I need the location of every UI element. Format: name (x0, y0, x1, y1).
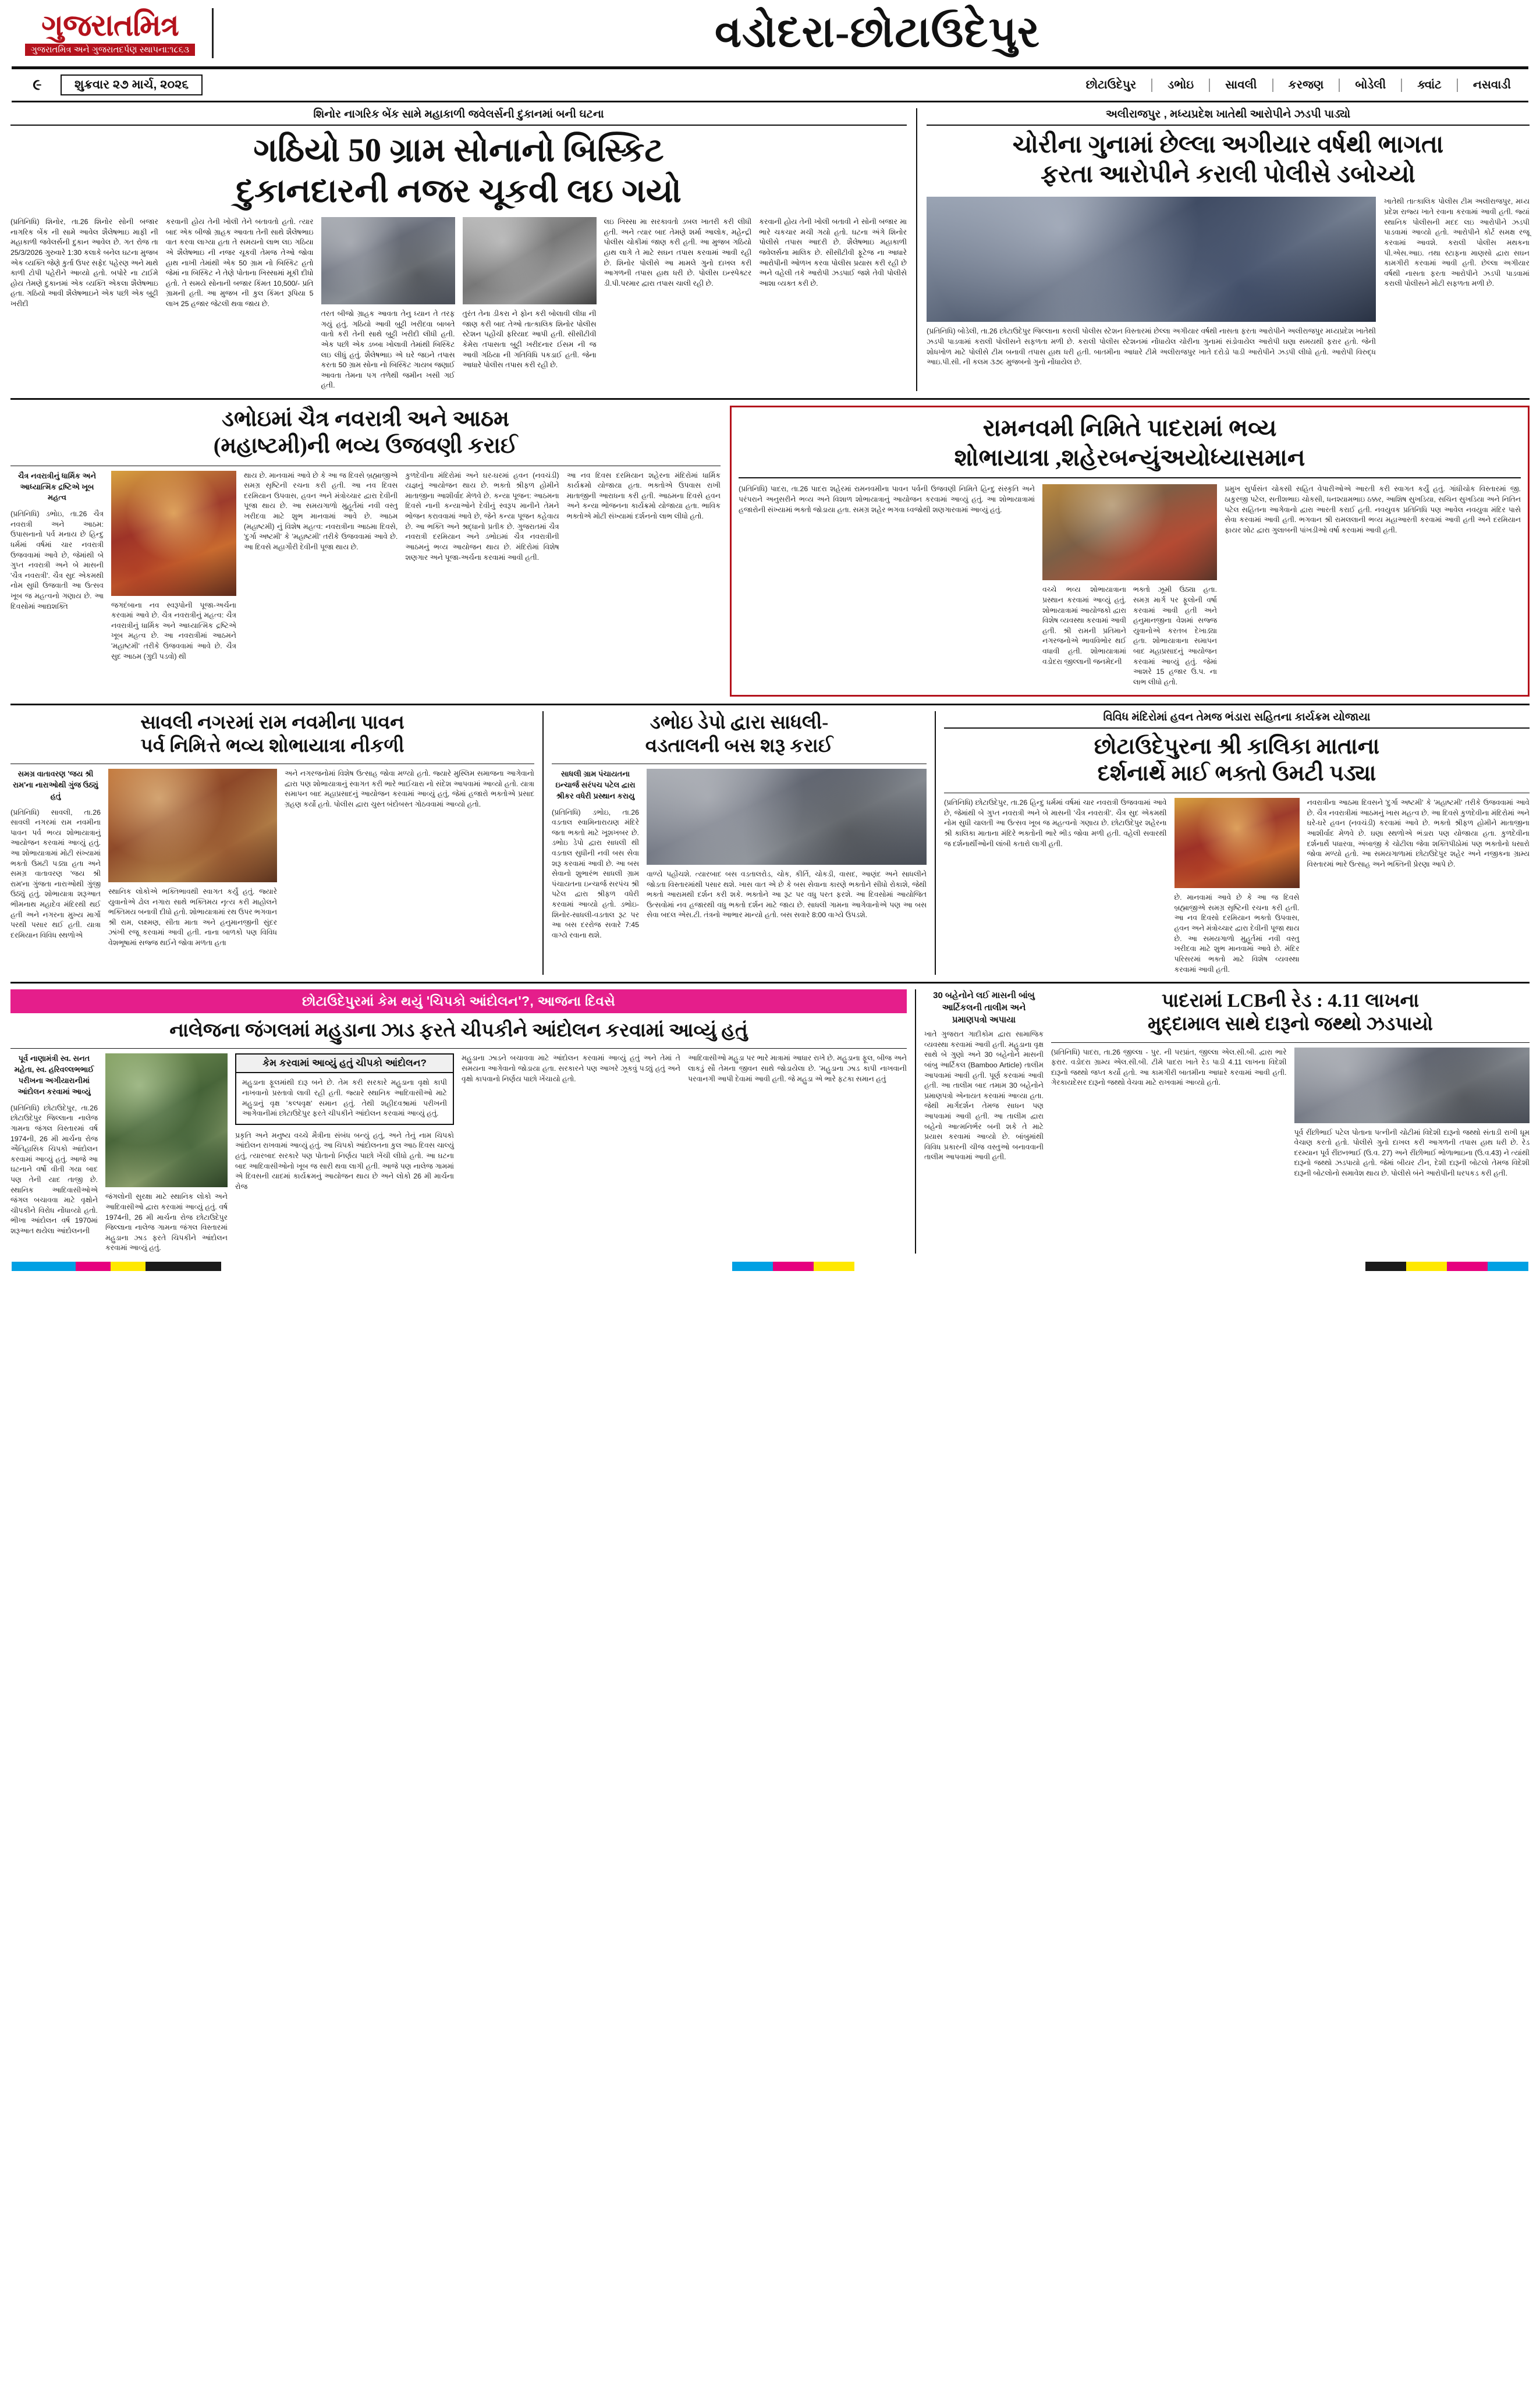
chipko-col-3: મહુડાના ફૂલમાંથી દારૂ બને છે. તેમ કરી સરકારે મહુડાના વૃક્ષો કાપી નાખવાનો પ્રસ્તાવો લાવી રહી હતી. જ્યારે સ્થાનિક આદિવાસીઓ માટે મહુડાનું વૃક્ષ 'કલ્પવૃક્ષ' સમાન હતું. તેથી શહીદવશ્રામાં પરીખની આગેવાનીમાં છોટાઉદેપુર ફરતે ચીપકીને આંદોલન કરવામાં આવ્યું હતું. (242, 1078, 447, 1118)
publication-date: શુક્રવાર ૨૭ માર્ચ, ૨૦૨૬ (61, 74, 203, 95)
town-item[interactable]: છોટાઉદેપુર (1085, 78, 1137, 91)
dabhoi-col-5: આ નવ દિવસ દરમિયાન શહેરના મંદિરોમાં ધાર્મિક કાર્યક્રમો યોજાયા હતા. ભક્તોએ ઉપવાસ રાખી માતાજીની આરાધના કરી હતી. આઠમના દિવસે હવન અને કન્યા ભોજનના કાર્યક્રમો યોજાયા હતા. ભાવિક ભક્તોએ મોટી સંખ્યામાં દર્શનનો લાભ લીધો હતો. (566, 471, 721, 521)
lcb-col-1: (પ્રતિનિધિ) પાદરા, તા.26 જીલ્લા - પુર. ની પરપ્રાંત, જીલ્લા એલ.સી.બી. દ્વારા ભારે ફરાર. વડોદરા ગ્રામ્ય એલ.સી.બી. ટીમે પાદરા ખાતે રેડ પાડી 4.11 લાખના વિદેશી દારૂનો જથ્થો જપ્ત કર્યો હતો. આ કામગીરી બાતમીના આધારે કરવામાં આવી હતી. ગેરકાયદેસર દારૂનો જથ્થો વેચવા માટે રાખવામાં આવ્યો હતો. (1051, 1048, 1287, 1087)
lcb-col-2: પૂર્વ રીંછીભાઈ પટેલ પોતાના પત્નીની ચોટીમાં વિદેશી દારૂનો જથ્થો સંતાડી રાખી ધૂમ વેચાણ કરતો હતો. પોલીસે ગુનો દાખલ કરી આગળની તપાસ હાથ ધરી છે. રેડ દરમ્યાન પૂર્વ રીંછનભાઈ (ઉ.વ. 27) અને રીંછીભાઈ ભોળાભાઇના (ઉ.વ.43) ને ત્યાંથી દારૂનો જથ્થો ઝડપાયો હતો. જેમાં બીયર ટીન, દેશી દારૂની બોટલો તેમજ વિદેશી દારૂની બોટલોનો સમાવેશ થાય છે. પોલીસે બંને આરોપીની ધરપકડ કરી હતી. (1294, 1128, 1530, 1178)
colorbar-yellow (111, 1262, 146, 1271)
dabhoi-col-1: (પ્રતિનિધિ) ડભોઇ, તા.26 ચૈત્ર નવરાત્રી અને આઠમ: ઉપાસનાનો પર્વ મનાય છે હિન્દુ ધર્મમાં વર્ષમાં ચાર નવરાત્રી ઉજવવામાં આવે છે, જેમાંથી બે ગુપ્ત નવરાત્રી અને બે માસની 'ચૈત્ર નવરાત્રી'. ચૈત્ર સુદ એકમથી નોમ સુધી ઉજવાતી આ ઉત્સવ ખૂબ જ મહત્વનો ગણાય છે. આ દિવસોમાં આદ્યશક્તિ (10, 510, 104, 610)
dabhoi-col-3: થાય છે. માનવામાં આવે છે કે આ જ દિવસે બ્રહ્માજીએ સમગ્ર સૃષ્ટિની રચના કરી હતી. આ નવ દિવસ દરમિયાન ઉપવાસ, હવન અને મંત્રોચ્ચાર દ્વારા દેવીની પૂજા થાય છે. આ સમયગાળો મુહૂર્તમાં નવી વસ્તુ ખરીદવા માટે શુભ માનવામાં આવે છે. આઠમ (મહાષ્ટમી) નું વિશેષ મહત્વ: નવરાત્રીના આઠમા દિવસે, 'દુર્ગા અષ્ટમી' કે 'મહાષ્ટમી' તરીકે ઉજવવામાં આવે છે. આ દિવસે મહાગૌરી દેવીની પૂજા થાય છે. (244, 471, 398, 551)
date-town-strip (10, 69, 1530, 101)
bus-story (542, 711, 927, 975)
colorbar-yellow-3 (1406, 1262, 1447, 1271)
colorbar-cyan-2 (732, 1262, 773, 1271)
chipko-banner: છોટાઉદેપુરમાં કેમ થયું 'ચિપકો આંદોલન'?, આજના દિવસે (10, 989, 907, 1013)
town-item[interactable]: નસવાડી (1457, 79, 1526, 92)
arrest-story (916, 108, 1530, 391)
lead-story (10, 108, 907, 391)
lcb-headline-line1: પાદરામાં LCBની રેડ : 4.11 લાખના (1161, 991, 1420, 1012)
colorbar-gap-1 (221, 1262, 732, 1271)
section-rule-2 (10, 704, 1530, 705)
section-rule-3 (10, 982, 1530, 984)
middle-section (10, 406, 1530, 697)
padra-col-1: (પ્રતિનિધિ) પાદરા, તા.26 પાદરા શહેરમાં રામનવમીના પાવન પર્વની ઉજવણી નિમિતે હિન્દુ સંસ્કૃતિ અને પરંપરાને અનુસરીને ભવ્ય અને વિશાળ શોભાયાત્રાનું આયોજન કરવામાં આવ્યું હતું. આ શોભાયાત્રામાં હજારોની સંખ્યામાં ભક્તો જોડાયા હતા. સમગ્ર શહેર ભગવા ધ્વજોથી શણગારવામાં આવ્યું હતું. (739, 485, 1035, 514)
chipko-inset-box (235, 1053, 454, 1124)
bamboo-col: ખાતે ગુજરાત ગાદીકોમ દ્વારા સામાજિક વ્યવસ્થા કરવામાં આવી હતી. મહુડાના વૃક્ષ સાથે બે ગુણો અને 30 બહેનોને માસની બાંબુ આર્ટિકલ (Bamboo Article) તાલીમ આપવામાં આવી હતી. પૂર્ણ કરવામાં આવી હતી. આ તાલીમ બાદ તમામ 30 બહેનોને પ્રમાણપત્રો એનાયત કરવામાં આવ્યા હતા. જેથી માર્ગદર્શન તેમજ સાધન પણ આપવામાં આવી હતી. આ તાલીમ દ્વારા બહેનો આત્મનિર્ભર બની શકે તે માટે પ્રયાસ કરવામાં આવ્યો છે. બાંબુમાંથી વિવિધ પ્રકારની ચીજ વસ્તુઓ બનાવવાની તાલીમ આપવામાં આવી હતી. (924, 1030, 1044, 1162)
colorbar-black (146, 1262, 221, 1271)
town-item[interactable]: કરજણ (1272, 79, 1339, 92)
town-item[interactable]: ડભોઇ (1151, 79, 1209, 92)
savli-story (10, 711, 534, 975)
bus-col-1: (પ્રતિનિધિ) ડભોઇ, તા.26 વડતાલ સ્વામિનારાયણ મંદિરે જતા ભક્તો માટે ખૂશખબર છે. ડભોઇ ડેપો દ્વારા સાધલી થી વડતાલ સુધીની નવી બસ સેવા શરૂ કરવામાં આવી છે. આ બસ સેવાનો શુભારંભ સાધલી ગ્રામ પંચાયતના ઇન્ચાર્જ સરપંચ શ્રી પટેલ દ્વારા શ્રીફળ વધેરી કરવામાં આવ્યો હતો. ડભોઇ-શિનોર-સાધલી-વડતાલ રૂટ પર આ બસ દરરોજ સવારે 7:45 વાગ્યે રવાના થશે. (552, 808, 639, 939)
dabhoi-navratri-story (10, 406, 721, 697)
chipko-sidebar-title: પૂર્વ નાણામંત્રી સ્વ. સનત મહેતા, સ્વ. હરિવલ્લભભાઈ પરીખના અગીયારાનીમાં આંદોલન કરવામાં આવ્યું (14, 1054, 94, 1096)
savli-headline-line1: સાવલી નગરમાં રામ નવમીના પાવન (140, 712, 404, 733)
kalika-col-3: નવરાત્રીના આઠમા દિવસને 'દુર્ગા અષ્ટમી' કે 'મહાષ્ટમી' તરીકે ઉજવવામાં આવે છે. ચૈત્ર નવરાત્રીમાં આઠમનું ખાસ મહત્વ છે. આ દિવસે કુળદેવીના મંદિરોમાં અને ઘરે-ઘરે હવન (નવચંડી) કરવામાં આવે છે. ભક્તો શ્રીફળ હોમીને માતાજીના આશીર્વાદ મેળવે છે. ઘણા સ્થળોએ ભંડારા પણ યોજાયા હતા. કુળદેવીના દર્શનાર્થે પધારવા, અંબાજી કે ચોટીલા જેવા શક્તિપીઠોમાં પણ ભક્તોનો ધસારો જોવા મળ્યો હતો. આ સમયગાળામાં છોટાઉદેપુર શહેર અને નજીકના ગ્રામ્ય વિસ્તારમાં ભારે ઉત્સાહ અને ભક્તિની પ્રેરણા આપે છે. (1307, 798, 1530, 868)
savli-col-1: (પ્રતિનિધિ) સાવલી, તા.26 સાવલી નગરમાં રામ નવમીના પાવન પર્વ ભવ્ય શોભાયાત્રાનું આયોજન કરવામાં આવ્યું હતું. આ શોભાયાત્રામાં મોટી સંખ્યામાં ભક્તો ઉમટી પડ્યા હતા અને સમગ્ર વાતાવરણ 'જય શ્રી રામ'ના ગુંજતા નારાઓથી ગુંજી ઉઠ્યું હતું. શોભાયાત્રા શરૂઆત ભીમનાથ મહાદેવ મંદિરથી થઈ હતી અને નગરના મુખ્ય માર્ગો પરથી પસાર થઈ હતી. યાત્રા દરમિયાન વિવિધ સ્થળોએ (10, 808, 101, 939)
savli-col-3: અને નગરજનોમાં વિશેષ ઉત્સાહ જોવા મળ્યો હતો. જ્યારે મુસ્લિમ સમાજના આગેવાનો દ્વારા પણ શોભાયાત્રાનું સ્વાગત કરી ભારે ભાઈચારા નો સંદેશ આપવામાં આવ્યો હતો. યાત્રા સમાપન બાદ મહાપ્રસાદનું આયોજન કરવામાં આવ્યું હતું, જેમાં હજારો ભક્તોએ પ્રસાદ ગ્રહણ કર્યો હતો. પોલીસ દ્વારા ચુસ્ત બંદોબસ્ત ગોઠવવામાં આવ્યો હતો. (285, 769, 534, 808)
top-section (10, 108, 1530, 391)
chipko-col-2: જંગલોની સુરક્ષા માટે સ્થાનિક લોકો અને આદિવાસીઓ દ્વારા કરવામાં આવ્યું હતું. વર્ષ 1974ની, 26 મી માર્ચના રોજ છોટાઉદેપુર જિલ્લાના નાલેજ ગામના જંગલ વિસ્તારમાં મહુડાના ઝાડ ફરતે ચિપકીને આંદોલન કરવામાં આવ્યું હતું. (105, 1192, 228, 1252)
lead-story-headline-line2: દુકાનદારની નજર ચૂકવી લઇ ગયો (236, 172, 682, 210)
chipko-forest-photo (105, 1053, 228, 1187)
lcb-raid-story (915, 989, 1530, 1254)
padra-rule (739, 477, 1521, 478)
padra-headline-line2: શોભાયાત્રા ,શહેરબન્યુંઅયોધ્યાસમાન (954, 444, 1305, 471)
kalika-col-1: (પ્રતિનિધિ) છોટાઉદેપુર, તા.26 હિન્દુ ધર્મમાં વર્ષમાં ચાર નવરાત્રી ઉજવવામાં આવે છે, જેમાંથી બે ગુપ્ત નવરાત્રી અને બે માસની 'ચૈત્ર નવરાત્રી'. ચૈત્ર સુદ એકમથી નોમ સુધી ચાલતી આ ઉત્સવ ખૂબ જ મહત્વનો ગણાય છે. છોટાઉદેપુર શહેરના શ્રી કાલિકા માતાના મંદિરે ભક્તોની ભારે ભીડ જોવા મળી હતી. વહેલી સવારથી જ દર્શનાર્થીઓની લાંબી કતારો લાગી હતી. (944, 798, 1167, 848)
lead-photo-2 (463, 217, 597, 304)
lead-story-headline-line1: ગઠિયો 50 ગ્રામ સોનાનો બિસ્કિટ (253, 132, 664, 169)
padra-col-2: વચ્ચે ભવ્ય શોભાયાત્રાના પ્રસ્થાન કરવામાં આવ્યું હતું. શોભાયાત્રામાં આયોજકો દ્વારા વિશેષ વ્યવસ્થા કરવામાં આવી હતી. શ્રી રામની પ્રતિમાને નગરજનોએ ભાવવિભોર થઈ વધાવી હતી. શોભાયાત્રામાં વડોદરા જીલ્લાની જનમેદની (1042, 585, 1126, 666)
bus-headline-line2: વડતાલની બસ શરૂ કરાઈ (645, 735, 833, 757)
kalika-col-2: છે. માનવામાં આવે છે કે આ જ દિવસે બ્રહ્માજીએ સમગ્ર સૃષ્ટિની રચના કરી હતી. આ નવ દિવસો દરમિયાન ભક્તો ઉપવાસ, હવન અને મંત્રોચ્ચાર દ્વારા દેવીની પૂજા થાય છે. આ સમયગાળો મુહૂર્તમાં નવી વસ્તુ ખરીદવા માટે શુભ માનવામાં આવે છે. મંદિર પરિસરમાં ભક્તો માટે વિશેષ વ્યવસ્થા કરવામાં આવી હતી. (1174, 893, 1300, 974)
padra-procession-photo (1042, 484, 1217, 580)
edition-title: વડોદરા-છોટાઉદેપુર (714, 9, 1041, 57)
dabhoi-headline-line1: ડભોઇમાં ચૈત્ર નવરાત્રી અને આઠમ (222, 406, 509, 431)
color-registration-bar (12, 1262, 1528, 1271)
publication-logo (14, 11, 206, 56)
chipko-col-1: (પ્રતિનિધિ) છોટાઉદેપુર, તા.26 છોટાઉદેપુર જિલ્લાના નાલેજ ગામના જંગલ વિસ્તારમાં વર્ષ 1974ની, 26 મી માર્ચના રોજ ઐતિહાસિક ચિપકો આંદોલન કરવામાં આવ્યું હતું. આજે આ ઘટનાને વર્ષો વીતી ગયા બાદ પણ તેની યાદ તાજી છે. સ્થાનિક આદિવાસીઓએ જંગલ બચાવવા માટે વૃક્ષોને ચીપકીને વિરોધ નોંધાવ્યો હતો. ભીખા આંદોલન વર્ષ 1970માં શરૂઆત થયેલા આંદોલનની (10, 1103, 98, 1236)
lead-story-col-5: લઇ ખિસ્સા મા સરકાવતો ડબલ ખાતરી કરી લીધી હતી. અને ત્યાર બાદ તેમણે શર્મા આલોક, મહેન્દ્રી પોલીસ ચોકીમાં જાણ કરી હતી. આ મુજબ ગઠિયો હાથ લાગે તે માટે સઘન તપાસ કરવામાં આવી રહી છે. શિનોર પોલીસે આ મામલે ગુનો દાખલ કરી આગળની તપાસ હાથ ધરી છે. પોલીસ ઇન્સ્પેક્ટર ડી.પી.પરમાર દ્વારા તપાસ ચાલી રહી છે. (604, 218, 752, 287)
kalika-story (935, 711, 1530, 975)
lead-story-col-2: કરવાની હોય તેની ખોલી તેને બતાવતો હતો. ત્યાર બાદ એક બીજો ગ્રાહક આવતા તેની સાથે શૈલેષભાઇ વાત કરવા લાગ્યા હતા તે સમયનો લાભ લઇ ગઠિયા એ શૈલેષભાઇ ની નજર ચૂકવી તેમજ તેઓ જોવા હાથ નાખી તેમાંથી એક 50 ગ્રામ નો બિસ્કિટ હતો જેમાં ના બિસ્કિટ ને તેણે પોતાના ખિસ્સામાં મૂકી દીધો હતો. તે સમયે સોનાની બજાર કિંમત 10,500/- પ્રતિ ગ્રામની હતી. આ મુજબ ની કુલ કિંમત રૂપિયા 5 લાખ 25 હજાર જેટલી થવા જાય છે. (165, 218, 314, 308)
page-number: ૯ (33, 76, 42, 93)
bus-subhead: સાધલી ગ્રામ પંચાયતના ઇન્ચાર્જ સરંપચ પટેલ દ્વારા શ્રીકર વધેરી પ્રસ્થાન કરાયુ (555, 769, 636, 800)
colorbar-yellow-2 (814, 1262, 854, 1271)
chipko-headline: નાલેજના જંગલમાં મહુડાના ઝાડ ફરતે ચીપકીને આંદોલન કરવામાં આવ્યું હતું (169, 1020, 748, 1042)
savli-headline-line2: પર્વ નિમિત્તે ભવ્ય શોભાયાત્રા નીકળી (140, 735, 404, 757)
savli-procession-photo (108, 769, 277, 882)
colorbar-cyan (12, 1262, 76, 1271)
dabhoi-col-2: જગદંબાના નવ સ્વરૂપોની પૂજા-અર્ચના કરવામાં આવે છે. ચૈત્ર નવરાત્રીનું મહત્વ: ચૈત્ર નવરાત્રીનું ધાર્મિક અને આધ્યાત્મિક દ્રષ્ટિએ ખૂબ મહત્વ છે. આ નવરાત્રીમાં આઠમને 'મહાષ્ટમી' તરીકે ઉજવવામાં આવે છે. ચૈત્ર સુદ આઠમ (ગુદી પડવો) થી (111, 601, 236, 661)
savli-col-2: સ્થાનિક લોકોએ ભક્તિભાવથી સ્વાગત કર્યું હતું. જ્યારે યુવાનોએ ઢોલ નગારા સાથે ભક્તિમય નૃત્ય કરી માહોલને ભક્તિમય બનાવી દીધો હતો. શોભાયાત્રામાં રથ ઉપર ભગવાન શ્રી રામ, લક્ષ્મણ, સીતા માતા અને હનુમાનજીની સુંદર ઝાંખી રજૂ કરવામાં આવી હતી. નાના બાળકો પણ વિવિધ વેશભૂષામાં સજ્જ થઈને જોવા મળતા હતા (108, 888, 277, 947)
arrest-photo (927, 197, 1376, 322)
lcb-rule (1051, 1042, 1530, 1043)
lead-photo-2-wrap (463, 217, 597, 391)
dabhoi-temple-photo (111, 471, 236, 596)
colorbar-black-2 (1365, 1262, 1406, 1271)
arrest-story-headline-line1: ચોરીના ગુનામાં છેલ્લા અગીયાર વર્ષથી ભાગતા (1012, 132, 1444, 158)
lead-story-col-6: કરવાની હોય તેની ખોલી બતાવી ને સોની બજાર મા ભારે ચકચાર મચી ગયો હતો. ઘટના અંગે શિનોર પોલીસે તપાસ આદરી છે. શૈલેષભાઇ મહાકાળી જવેલર્સના માલિક છે. સીસીટીવી ફૂટેજ ના આધારે આરોપીની ઓળખ કરવા પોલીસ પ્રયાસ કરી રહી છે અને વહેલી તકે આરોપી ઝડપાઈ જશે તેવી પોલીસે આશા વ્યક્ત કરી છે. (759, 218, 907, 287)
kalika-headline-line2: દર્શનાર્થે માઈ ભક્તો ઉમટી પડ્યા (1097, 761, 1376, 786)
colorbar-magenta-2 (773, 1262, 814, 1271)
padra-headline-line1: રામનવમી નિમિતે પાદરામાં ભવ્ય (982, 414, 1277, 441)
padra-col-3: ભક્તો ઝૂમી ઉઠ્યા હતા. સમગ્ર માર્ગ પર ફૂલોની વર્ષા કરવામાં આવી હતી અને હનુમાનજીના વેશમાં સજ્જ યુવાનોએ કરતબ દેખાડ્યા હતા. શોભાયાત્રાના સમાપન બાદ મહાપ્રસાદનું આયોજન કરવામાં આવ્યું હતું. જેમાં આશરે 15 હજાર ઉ.પ. ના લાભ લીધો હતો. (1133, 585, 1217, 686)
town-item[interactable]: સાવલી (1209, 79, 1272, 92)
section-rule-1 (10, 398, 1530, 400)
chipko-rule (10, 1048, 907, 1049)
colorbar-cyan-3 (1488, 1262, 1528, 1271)
arrest-story-kicker: અલીરાજપુર , મધ્યપ્રદેશ ખાતેથી આરોપીને ઝડપી પાડ્યો (927, 108, 1530, 126)
kalika-kicker: વિવિધ મંદિરોમાં હવન તેમજ ભંડારા સહિતના કાર્યક્રમ યોજાયા (944, 711, 1530, 729)
ramnavmi-padra-story (730, 406, 1530, 697)
town-list (217, 79, 1526, 92)
third-section (10, 711, 1530, 975)
bamboo-kicker: 30 બહેનોને લઈ માસની બાંબુ આર્ટિકલની તાલીમ અને પ્રમાણપત્રો અપાયા (933, 991, 1035, 1025)
lead-story-body (10, 217, 907, 391)
bus-headline-line1: ડભોઇ ડેપો દ્વારા સાધલી- (650, 712, 829, 733)
masthead (10, 0, 1530, 62)
lead-story-col-3: તરત બીજો ગ્રાહક આવતા તેનુ ધ્યાન તે તરફ ગયું હતું. ગઠિયો આવી બુટ્ટી ખરીદવા બાબતે વાતો કરી તેની સાથે બુટ્ટી ખરીદી લીધી હતી. એક પછી એક ડબ્બા ખોલાવી તેમાંથી બિસ્કિટ લઇ લીધું હતું. શૈલેષભાઇ એ ઘરે જઇને તપાસ કરતા 50 ગ્રામ સોના નો બિસ્કિટ ગાયબ જણાઈ આવતા તેમના પગ તળેથી જમીન ખસી ગઈ હતી. (321, 310, 455, 390)
dabhoi-sidebar-note: ચૈત્ર નવરાત્રીનું ધાર્મિક અને આધ્યાત્મિક દ્રષ્ટિએ ખૂબ મહત્વ (18, 471, 96, 502)
padra-col-4: પ્રમુખ સુર્પાસંત ચોકસી સહિત વેપારીઓએ આરતી કરી સ્વાગત કર્યું હતું. ગાંધીચોક વિસ્તારમાં જી. ઠાકુરજી પટેલ, સતીશભાઇ ચોકસી, ધનશ્યામભાઇ ઠક્કર, આશિષ સુખડિયા, સચિન સુખડિયા અને નિતિન પટેલ સહિતના આગેવાનો દ્વારા આરતી કરાઈ હતી. નવયુવક પ્રતિનિધિ પણ આવેલ નવયુવા મંદિર પાસે સેવા કરવામાં આવી હતી. ભગવાન શ્રી રામલલાની ભવ્ય મહાઆરતી કરવામાં આવી હતી અને દરમિયાન ફાયર શોટ દ્વારા ગુલાબની પાંખડીઓ વર્ષા કરવામાં આવી હતી. (1225, 485, 1521, 534)
bus-launch-photo (647, 769, 927, 865)
strip-rule (12, 101, 1528, 102)
lead-story-kicker: શિનોર નાગરિક બેંક સામે મહાકાળી જવેલર્સની દુકાનમાં બની ઘટના (10, 108, 907, 126)
chipko-col-6: આદિવાસીઓ મહુડા પર ભારે માત્રામાં આધાર રાખે છે. મહુડાના ફૂલ, બીજ અને લાકડું સૌ તેમના જીવન સાથે જોડાયેલા છે. 'મહુડાના ઝાડ કાપી નાખવાની પરવાનગી આપી દેવામાં આવી હતી. જે મહુડા એ ભારે ફટકા સમાન હતું (688, 1054, 907, 1083)
lead-photo-1 (321, 217, 455, 304)
kalika-headline-line1: છોટાઉદેપુરના શ્રી કાલિકા માતાના (1094, 734, 1380, 759)
arrest-story-col-2: ખાતેથી તાત્કાલિક પોલીસ ટીમ અલીરાજપુર, મધ્ય પ્રદેશ રાજ્ય ખાતે રવાના કરવામાં આવી હતી. જ્યાં સ્થાનિક પોલીસની મદદ લઇ આરોપીને ઝડપી પાડવામાં આવ્યો હતો. આરોપીને કોર્ટ સમક્ષ રજૂ કરવામાં આવશે. કરાલી પોલીસ મથકના પી.એસ.આઇ. તથા સ્ટાફના માણસો દ્વારા સઘન કામગીરી કરવામાં આવી હતી. છેલ્લા અગીયાર વર્ષથી નાસતા ફરતા આરોપીને ઝડપી પાડવામાં કરાલી પોલીસને મોટી સફળતા મળી છે. (1384, 197, 1530, 288)
town-item[interactable]: બોડેલી (1339, 79, 1401, 92)
lead-story-col-4: તુરંત તેના ડીકરા ને ફોન કરી બોલાવી લીધા ની જાણ કરી બાદ તેઓ તાત્કાલિક શિનોર પોલીસ સ્ટેશન પહોંચી ફરિયાદ આપી હતી. સીસીટીવી કેમેરા તપાસતા બુટ્ટી ખરીદનાર ઈસમ ની જ આવી ગઠિયા ની ગતિવિધિ પકડાઈ હતી. જેના આધારે પોલીસ તપાસ કરી રહી છે. (462, 310, 597, 370)
lcb-raid-photo (1294, 1048, 1530, 1123)
lcb-headline-line2: મુદ્દામાલ સાથે દારૂનો જથ્થો ઝડપાયો (1147, 1014, 1433, 1035)
logo-text: ગુજરાતમિત્ર (41, 9, 179, 42)
arrest-story-headline-line2: ફરતા આરોપીને કરાલી પોલીસે ડબોચ્યો (1041, 161, 1415, 189)
bus-col-2: વાળ્યે પહોંચશે. ત્યારબાદ બસ વડતાલરોડ, ચોક, કીર્તિ, ચોકડી, વાસદ, આણંદ અને સાધલીને જોડતા વિસ્તારમાંથી પસાર થશે. ખાસ વાત એ છે કે બસ સેવાના કારણે ભક્તોને સીધો રોકાશે, જેથી ભક્તો આરામથી દર્શન કરી શકે. ભક્તોને આ રૂટ પર વધુ પરત ફરશે. આ દિવસોમાં આયોજિત ઉત્સવોમાં નવ હજારથી વધુ ભક્તો દર્શન માટે જાય છે. સાધલી ગામના આગેવાનોએ પણ આ બસ સેવા બદલ એસ.ટી. તંત્રનો આભાર માન્યો હતો. બસ સવારે 8:00 વાગ્યે ઉપડશે. (647, 870, 927, 920)
town-item[interactable]: ક્વાંટ (1401, 79, 1457, 92)
masthead-divider (212, 8, 214, 58)
colorbar-gap-2 (854, 1262, 1365, 1271)
dabhoi-col-4: કુળદેવીના મંદિરોમાં અને ઘર-ઘરમાં હવન (નવચંડી) યજ્ઞનું આયોજન થાય છે. ભક્તો શ્રીફળ હોમીને માતાજીના આશીર્વાદ મેળવે છે. કન્યા પૂજન: આઠમના દિવસે નાની કન્યાઓને દેવીનું સ્વરૂપ માનીને તેમને ભોજન કરાવવામાં આવે છે, જેને કન્યા પૂજન કહેવાય છે. આ ભક્તિ અને શ્રદ્ધાનો પ્રતીક છે. ગુજરાતમાં ચૈત્ર નવરાત્રી દરમિયાન અને ડભોઇમાં ચૈત્ર નવરાત્રીની આઠમનું ભવ્ય આયોજન થાય છે. મંદિરોમાં વિશેષ શણગાર અને પૂજા-અર્ચના કરવામાં આવી હતી. (405, 471, 559, 562)
colorbar-magenta (76, 1262, 111, 1271)
lead-photo-1-wrap (321, 217, 455, 391)
colorbar-magenta-3 (1447, 1262, 1488, 1271)
savli-subhead: સમગ્ર વાતાવરણ 'જય શ્રી રામ'ના નારાઓથી ગુંજ ઉઠ્યું હતું (13, 769, 98, 800)
dabhoi-headline-line2: (મહાષ્ટમી)ની ભવ્ય ઉજવણી કરાઈ (213, 434, 518, 459)
kalika-temple-photo (1174, 798, 1300, 888)
logo-tagline: ગુજરાતમિત્ર અને ગુજરાતદર્પણ સ્થાપના:૧૮૬૩ (25, 44, 195, 56)
chipko-inset-title: કેમ કરવામાં આવ્યું હતું ચીપકો આંદોલન? (236, 1055, 453, 1073)
chipko-story (10, 989, 907, 1254)
bottom-section (10, 989, 1530, 1254)
chipko-col-5: મહુડાના ઝાડને બચાવવા માટે આંદોલન કરવામાં આવ્યું હતું અને તેમાં તે સમયના આગેવાનો જોડાયા હતા. સરકારને પણ આખરે ઝૂકવું પડ્યું હતું અને વૃક્ષો કાપવાનો નિર્ણય પાછો ખેંચાયો હતો. (462, 1054, 680, 1083)
arrest-story-col-1: (પ્રતિનિધિ) બોડેલી, તા.26 છોટાઉદેપુર જિલ્લાના કરાલી પોલીસ સ્ટેશન વિસ્તારમાં છેલ્લા અગીયાર વર્ષથી નાસતા ફરતા આરોપીને અલીરાજપુર મધ્યપ્રદેશ ખાતેથી ઝડપી પાડવામાં કરાલી પોલીસને સફળતા મળી છે. કરાલી પોલીસ સ્ટેશનમાં નોંધાયેલ ચોરીના ગુનામાં સંડોવાયેલ આરોપી ઘણા સમયથી ફરાર હતો. જેની શોધખોળ માટે પોલીસે ટીમ બનાવી તપાસ હાથ ધરી હતી. બાતમીના આધારે ટીમે અલીરાજપુર ખાતે દરોડો પાડી આરોપીને ઝડપી લીધો હતો. આરોપી વિરુદ્ધ આઇ.પી.સી. ની કલમ ૩૭૯ મુજબનો ગુનો નોંધાયેલ છે. (927, 327, 1376, 367)
lead-story-col-1: (પ્રતિનિધિ) શિનોર, તા.26 શિનોર સોની બજાર નાગરિક બેંક ની સામે આવેલ શૈલેષભાઇ માફી ની મહાકાળી જવેલર્સની દુકાન આવેલ છે. ગત રોજ તા 25/3/2026 ગુરુવારે 1:30 કલાકે બનેલ ઘટના મુજબ એક વ્યક્તિ જેણે કુર્તા ઉપર સફેદ પહેરણ અને માથે કાળી ટોપી પહેરીને આવ્યો હતો. બપોરે ના ટાઈમે હોય તેમણે દુકાનમાં એક વ્યક્તિ એકલા શૈલેષભાઇ હતા. ગઠિયો આવી શૈલેષભાઇને એક પછી એક બુટ્ટી ખરીદી (10, 218, 158, 308)
chipko-col-4: પ્રકૃતિ અને મનુષ્ય વચ્ચે મૈત્રીના સંબંધ બન્યું હતું, અને તેનું નામ ચિપકો આંદોલન રાખવામાં આવ્યું હતું. આ ચિપકો આંદોલનના કુલ આઠ દિવસ ચાલ્યું હતું, ત્યારબાદ સરકારે પણ પોતાનો નિર્ણય પાછો ખેંચી લીધો હતો. આ ઘટના બાદ આદિવાસીઓનો ખૂબ જ સારી થવા લાગી હતી. આજે પણ નાલેજ ગામમાં એ દિવસની યાદમાં કાર્યક્રમનું આયોજન થાય છે અને લોકો 26 મી માર્ચના રોજ (235, 1131, 454, 1191)
